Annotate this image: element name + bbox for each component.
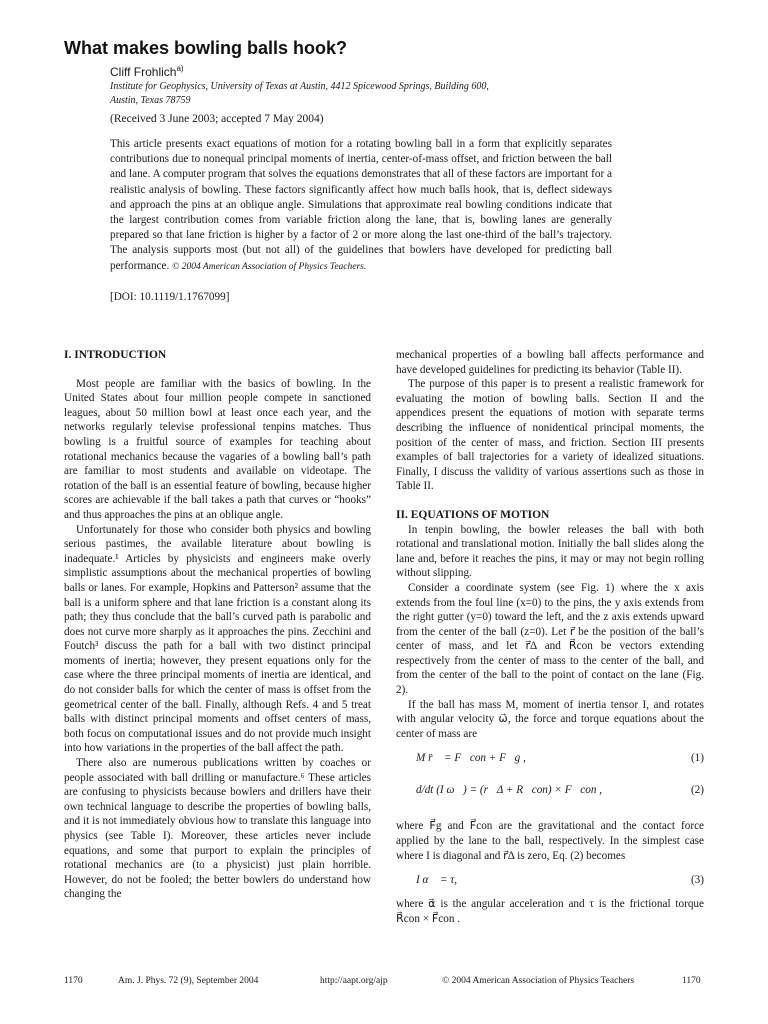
equation-3	[396, 869, 704, 895]
equation-2-body: d/dt (I ω⃗) = (r⃗Δ + R⃗con) × F⃗con ,	[416, 784, 603, 797]
footer-page-left: 1170	[64, 976, 83, 986]
paragraph: where F⃗g and F⃗con are the gravitational and the contact force applied by the lane to the ball, respectively. In the simplest case where I is diagonal and r⃗Δ is zero, Eq. (2) becomes	[396, 820, 704, 862]
paragraph: In tenpin bowling, the bowler releases the ball with both rotational and translational motion. Initially the ball slides along the lane and, before it reaches the pins, it may or may not begin rolling without slipping.	[396, 523, 704, 580]
affiliation: Institute for Geophysics, University of Texas at Austin, 4412 Spicewood Springs, Building 600, Austin, Texas 78759	[110, 81, 489, 106]
footer-url[interactable]: http://aapt.org/ajp	[320, 976, 388, 986]
paragraph: Most people are familiar with the basics of bowling. In the United States about four million people compete in sanctioned leagues, about 50 million bowl at least once each year, and the networks regularly televise professional tenpins matches. Thus bowling is a fruitful source of examples for teaching about rotational mechanics because the vagaries of a bowling ball’s path are familiar to most students and available on videotape. The rotation of the ball is an essential feature of bowling, because higher scores are achievable if the ball takes a path that curves or “hooks” and thus approaches the pins at an oblique angle.	[64, 377, 371, 521]
author-text: Cliff Frohlich	[110, 65, 177, 79]
paragraph: mechanical properties of a bowling ball affects performance and have developed guidelines for predicting its behavior (Table II).	[396, 349, 704, 376]
footer-page-right: 1170	[682, 976, 701, 986]
doi: [DOI: 10.1119/1.1767099]	[110, 291, 230, 303]
author-note: a)	[176, 64, 184, 73]
equation-3-body: I α⃗ = τ,	[416, 874, 458, 887]
paper-title: What makes bowling balls hook?	[64, 38, 348, 58]
received-dates: (Received 3 June 2003; accepted 7 May 2004)	[110, 113, 324, 125]
paragraph: Unfortunately for those who consider both physics and bowling serious pastimes, the available literature about bowling is inadequate.¹ Articles by physicists and engineers make overly simplistic assumptions about the mechanical properties of bowling balls or lanes. For example, Hopkins and Patterson² assume that the ball is a uniform sphere and that lane friction is a constant along its path; they thus conclude that the ball’s curved path is parabolic and does not curve more sharply as it approaches the pins. Zecchini and Foutch³ discuss the path for a ball with two distinct principal moments of inertia; however, they present equations only for the case where the three principal moments of inertia are identical, and do not consider balls for which the center of mass is offset from the geometrical center of the ball. Finally, although Refs. 4 and 5 treat balls with distinct principal moments and offset centers of mass, both focus on computational issues and do not provide much insight into how variations in the properties of the ball affect the path.	[64, 523, 371, 755]
equation-1	[396, 747, 704, 773]
right-column	[396, 348, 704, 926]
equation-1-body: M r̈⃗ = F⃗con + F⃗g ,	[416, 752, 526, 765]
section-heading-introduction: I. INTRODUCTION	[64, 349, 167, 361]
equation-2	[396, 779, 704, 817]
equation-2-number: (2)	[690, 784, 704, 797]
abstract-copyright: © 2004 American Association of Physics Teachers.	[172, 261, 367, 272]
equation-3-number: (3)	[690, 874, 704, 887]
footer-journal: Am. J. Phys. 72 (9), September 2004	[118, 976, 259, 986]
paragraph: There also are numerous publications written by coaches or people associated with ball drilling or manufacture.⁶ These articles are confusing to physicists because bowlers and drillers have their own technical language to describe the properties of bowling balls, and it is not immediately obvious how to translate this language into physics (see Table I). Moreover, these articles never include equations, and some that purport to explain the principles of rotational mechanics are (to a physicist) just plain horrible. However, do not be fooled; the better bowlers do understand how changing the	[64, 757, 371, 901]
equation-1-number: (1)	[690, 752, 704, 765]
left-column	[64, 348, 371, 902]
paragraph: The purpose of this paper is to present a realistic framework for evaluating the motion of bowling balls. Section II and the appendices present the equations of motion with separate terms describing the influence of nonidentical principal moments, the position of the center of mass, and friction. Section III presents examples of ball trajectories for a variety of idealized situations. Finally, I discuss the validity of various assertions such as those in Table II.	[396, 378, 704, 493]
author-name	[110, 64, 184, 79]
paragraph: where α⃗ is the angular acceleration and τ is the frictional torque R⃗con × F⃗con .	[396, 898, 704, 925]
abstract	[110, 137, 612, 275]
paragraph: Consider a coordinate system (see Fig. 1) where the x axis extends from the foul line (x=0) to the pins, the y axis extends from the right gutter (y=0) toward the left, and the z axis extends upward from the center of the ball (z=0). Let r⃗ be the position of the ball’s center of mass, and let r⃗Δ and R⃗con be vectors extending respectively from the center of mass to the center of the ball, and from the center of the ball to the point of contact on the lane (Fig. 2).	[396, 581, 704, 697]
footer-copyright: © 2004 American Association of Physics Teachers	[442, 976, 635, 986]
abstract-text: This article presents exact equations of motion for a rotating bowling ball in a form that explicitly separates contributions due to nonequal principal moments of inertia, center-of-mass offset, and friction between the ball and lane. A computer program that solves the equations demonstrates that all of these factors are important for a realistic analysis of bowling. These factors significantly affect how much balls hook, that is, deflect sideways and approach the pins at an oblique angle. Simulations that approximate real bowling conditions indicate that the largest contribution comes from variable friction along the lane, that is, bowling lanes are generally prepared so that lane friction is higher by a factor of 2 or more along the last one-third of the ball’s trajectory. The analysis supports most (but not all) of the guidelines that bowlers have developed for predicting ball performance.	[110, 138, 612, 272]
paragraph: If the ball has mass M, moment of inertia tensor I, and rotates with angular velocity ω⃗, the force and torque equations about the center of mass are	[396, 698, 704, 740]
section-heading-equations: II. EQUATIONS OF MOTION	[396, 508, 550, 521]
